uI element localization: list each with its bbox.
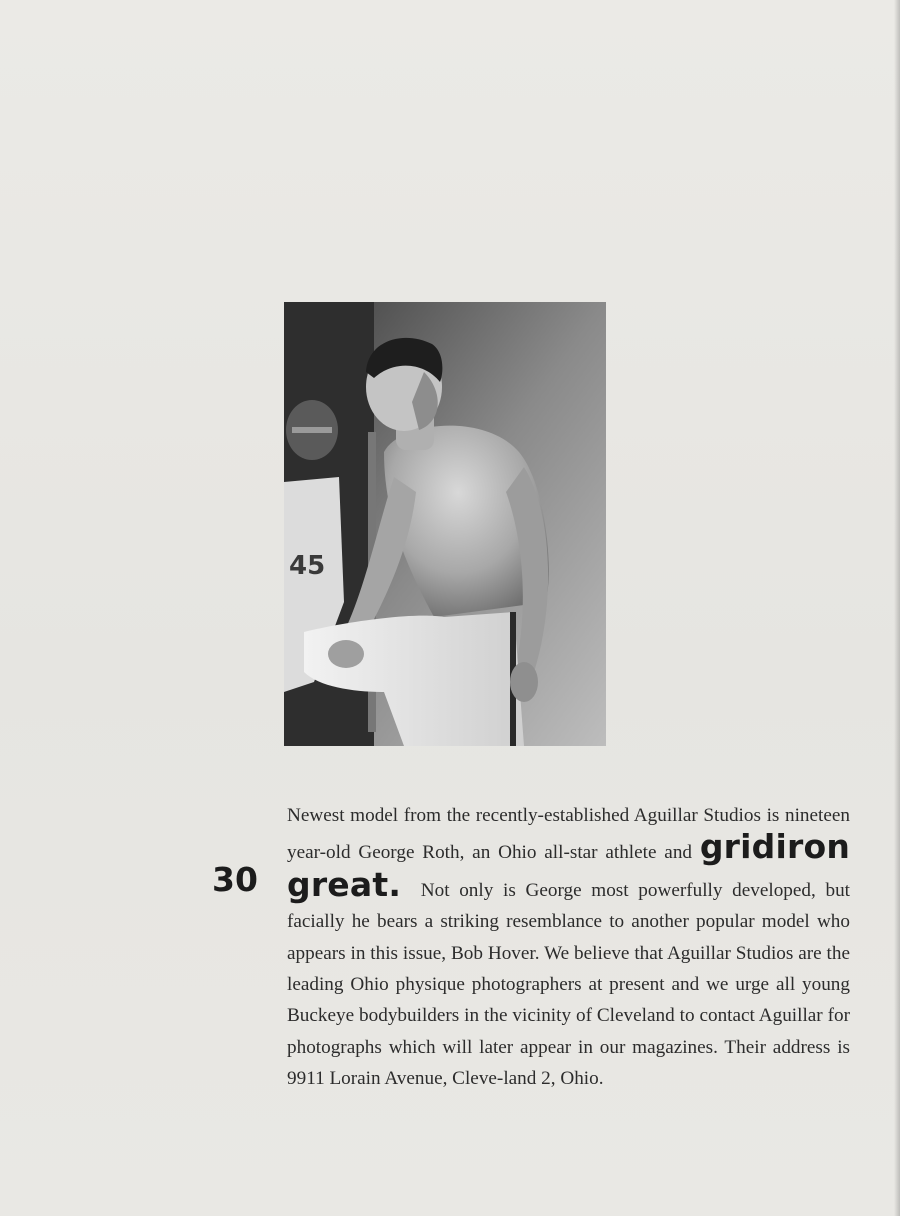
page-number: 30	[212, 860, 258, 899]
jersey-number: 45	[289, 551, 326, 581]
article-text	[287, 800, 850, 1095]
article-paragraph	[287, 800, 850, 1095]
article-headline: gridiron great.	[287, 827, 851, 904]
page-edge-shadow	[894, 0, 900, 1216]
athlete-photograph	[284, 302, 606, 746]
article-intro: Newest model from the recently-established Aguillar Studios is nineteen year-old George Roth, an Ohio all-star athlete and	[287, 805, 850, 864]
article-body: Not only is George most powerfully developed, but facially he bears a striking resemblance to another popular model who appears in this issue, Bob Hover. We believe that Aguillar Studios are the leading Ohio physique photographers at present and we urge all young Buckeye bodybuilders in the vicinity of Cleveland to contact Aguillar for photographs which will later appear in our magazines. Their address is 9911 Lorain Avenue, Cleve-land 2, Ohio.	[287, 879, 851, 1090]
